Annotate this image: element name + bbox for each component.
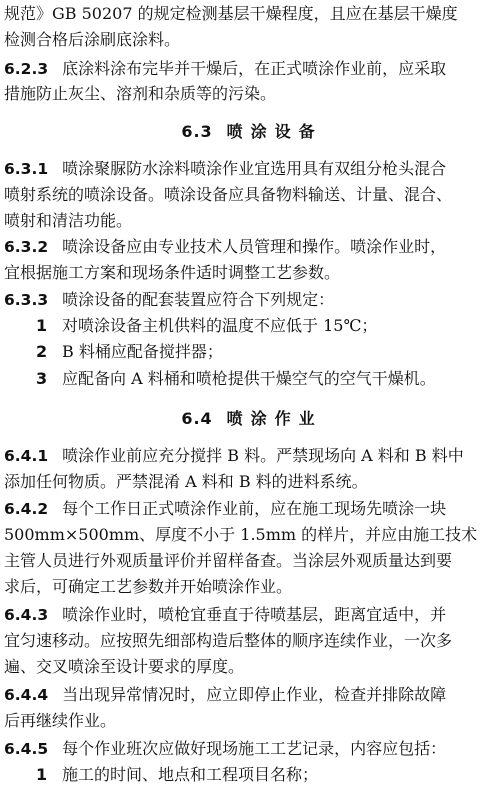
item-number: 1 [36,316,48,335]
text: 应配备向 A 料桶和喷枪提供干燥空气的空气干燥机。 [62,369,436,388]
text: 底涂料涂布完毕并干燥后，在正式喷涂作业前，应采取 [62,59,447,78]
text-line [4,2,504,26]
section-heading-6-4 [0,406,504,432]
section-number: 6.3 [181,122,213,141]
text-line [4,470,504,494]
clause-6-4-3 [4,603,504,627]
text-line [4,655,504,679]
section-heading-6-3 [0,119,504,145]
clause-6-4-4 [4,683,504,707]
text: 措施防止灰尘、溶剂和杂质等的污染。 [4,84,277,103]
text: 喷涂聚脲防水涂料喷涂作业宜选用具有双组分枪头混合 [62,159,447,178]
clause-number: 6.3.3 [4,291,49,309]
text: 主管人员进行外观质量评价并留样备查。当涂层外观质量达到要 [4,551,453,570]
text: 喷涂作业前应充分搅拌 B 料。严禁现场向 A 料和 B 料中 [62,446,464,465]
clause-number: 6.4.2 [4,500,49,518]
item-number: 1 [36,765,48,784]
text-line [4,28,504,52]
clause-6-3-1 [4,157,504,181]
text-line [4,549,504,573]
text: 求后，可确定工艺参数并开始喷涂作业。 [4,577,293,596]
clause-6-2-3 [4,57,504,81]
text: 宜根据施工方案和现场条件适时调整工艺参数。 [4,263,341,282]
text: 喷涂设备的配套装置应符合下列规定： [62,290,335,309]
list-item [36,763,504,787]
text: 500mm×500mm、厚度不小于 1.5mm 的样片，并应由施工技术 [4,525,478,544]
list-item [36,314,504,338]
text-line [4,709,504,733]
clause-number: 6.4.4 [4,686,49,704]
list-item [36,340,504,364]
clause-6-4-2 [4,497,504,521]
clause-number: 6.2.3 [4,60,49,78]
text: 每个工作日正式喷涂作业前，应在施工现场先喷涂一块 [62,499,447,518]
clause-6-3-2 [4,235,504,259]
text: 遍、交叉喷涂至设计要求的厚度。 [4,657,245,676]
text: 规范》GB 50207 的规定检测基层干燥程度，且应在基层干燥度 [4,4,458,23]
clause-number: 6.4.3 [4,606,49,624]
clause-6-3-3 [4,288,504,312]
clause-number: 6.3.1 [4,160,49,178]
text: 施工的时间、地点和工程项目名称； [62,765,319,784]
text: 宜匀速移动。应按照先细部构造后整体的顺序连续作业，一次多 [4,631,453,650]
clause-number: 6.4.5 [4,740,49,758]
item-number: 3 [36,369,48,388]
clause-6-4-1 [4,444,504,468]
section-title: 喷涂作业 [226,409,323,428]
text-line [4,183,504,207]
text-line [4,261,504,285]
text: 喷涂作业时，喷枪宜垂直于待喷基层，距离宜适中，并 [62,605,447,624]
section-number: 6.4 [181,409,213,428]
text-line [4,629,504,653]
clause-6-4-5 [4,737,504,761]
text: 后再继续作业。 [4,711,117,730]
text-line [4,575,504,599]
text: B 料桶应配备搅拌器； [62,342,223,361]
text-line [4,523,504,547]
text: 当出现异常情况时，应立即停止作业，检查并排除故障 [62,685,447,704]
text: 喷涂设备应由专业技术人员管理和操作。喷涂作业时， [62,237,447,256]
text: 喷射系统的喷涂设备。喷涂设备应具备物料输送、计量、混合、 [4,185,453,204]
clause-number: 6.4.1 [4,447,49,465]
text: 检测合格后涂刷底涂料。 [4,30,181,49]
item-number: 2 [36,342,48,361]
text-line [4,209,504,233]
text-line [4,82,504,106]
text: 喷射和清洁功能。 [4,211,133,230]
list-item [36,367,504,391]
text: 对喷涂设备主机供料的温度不应低于 15℃； [62,316,378,335]
text: 添加任何物质。严禁混淆 A 料和 B 料的进料系统。 [4,472,368,491]
text: 每个作业班次应做好现场施工工艺记录，内容应包括： [62,739,447,758]
section-title: 喷涂设备 [226,122,323,141]
clause-number: 6.3.2 [4,238,49,256]
